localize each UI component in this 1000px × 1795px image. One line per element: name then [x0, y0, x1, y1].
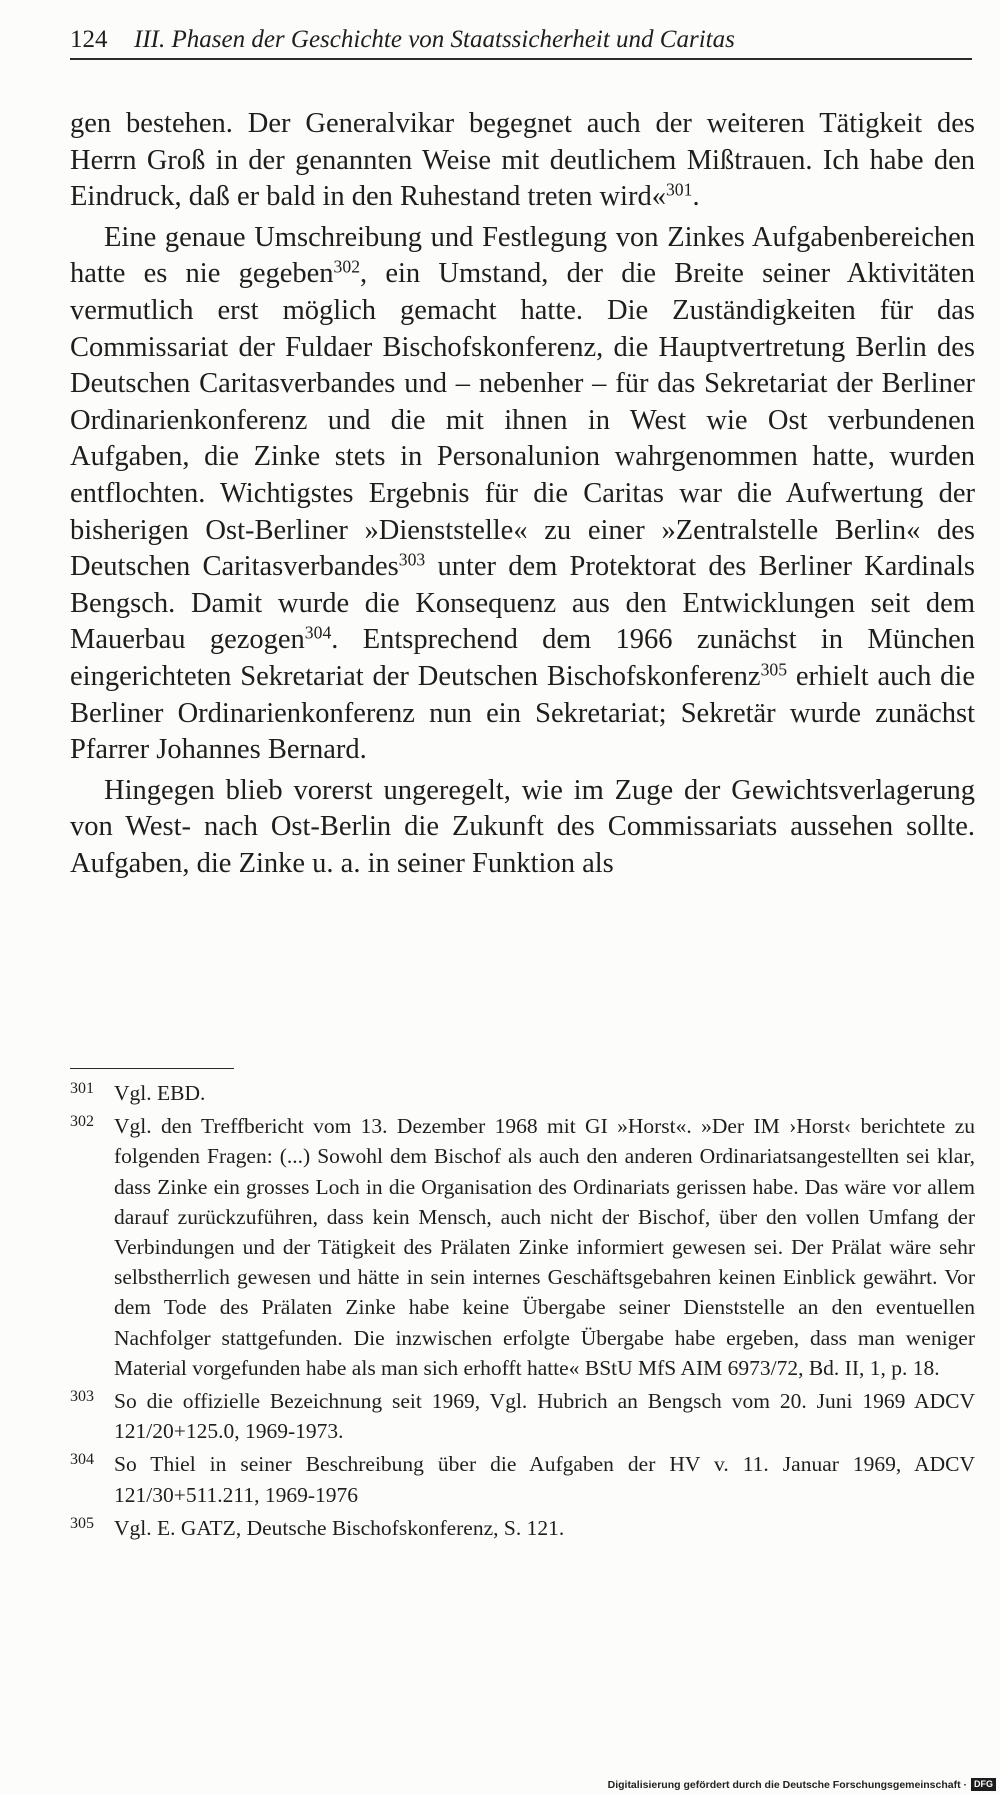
paragraph-1-end: . — [692, 181, 700, 213]
footnote-ref-303[interactable]: 303 — [398, 549, 426, 570]
footnote-303 — [70, 1386, 975, 1446]
footnote-number: 304 — [70, 1451, 94, 1469]
footnote-ref-304[interactable]: 304 — [304, 622, 332, 643]
dfg-logo: DFG — [971, 1778, 996, 1791]
paragraph-3-text: Hingegen blieb vorerst ungeregelt, wie im Zuge der Gewichtsverlagerung von West- nach Ost-Berlin die Zukunft des Commissariats aussehen sollte. Aufgaben, die Zinke u. a. in seiner Funktion als — [70, 774, 975, 879]
digitization-credit — [608, 1778, 996, 1791]
paragraph-3 — [70, 773, 975, 883]
footnote-ref-301[interactable]: 301 — [665, 179, 693, 200]
credit-text: Digitalisierung gefördert durch die Deutsche Forschungsgemeinschaft · — [607, 1778, 967, 1791]
footnote-text: Vgl. EBD. — [114, 1081, 206, 1105]
header-rule — [70, 58, 972, 60]
footnote-304 — [70, 1449, 975, 1509]
page-number: 124 — [70, 26, 108, 53]
paragraph-2-part-4: . Entsprechend dem 1966 zunächst in München eingerichteten Sekretariat der Deutschen Bischofskonferenz — [70, 624, 975, 692]
footnote-ref-305[interactable]: 305 — [760, 659, 788, 680]
footnotes — [70, 1075, 975, 1543]
paragraph-2-part-5: erhielt auch die Berliner Ordinarienkonferenz nun ein Sekretariat; Sekretär wurde zunächst Pfarrer Johannes Bernard. — [70, 660, 975, 766]
paragraph-2-part-2: , ein Umstand, der die Breite seiner Aktivitäten vermutlich erst möglich gemacht hatte. Die Zuständigkeiten für das Commissariat der Fuldaer Bischofskonferenz, die Hauptvertretung Berlin des Deutschen Caritasverbandes und – nebenher – für das Sekretariat der Berliner Ordinarienkonferenz und die mit ihnen in West wie Ost verbundenen Aufgaben, die Zinke stets in Personalunion wahrgenommen hatte, wurden entflochten. Wichtigstes Ergebnis für die Caritas war die Aufwertung der bisherigen Ost-Berliner »Dienststelle« zu einer »Zentralstelle Berlin« des Deutschen Caritasverbandes — [70, 258, 975, 583]
footnote-number: 301 — [70, 1080, 94, 1097]
body-text — [70, 106, 975, 882]
paragraph-2 — [70, 220, 975, 769]
page-header — [70, 22, 972, 58]
paragraph-1 — [70, 106, 975, 216]
footnote-text: Vgl. E. GATZ, Deutsche Bischofskonferenz, S. 121. — [114, 1515, 565, 1540]
footnote-ref-302[interactable]: 302 — [333, 256, 361, 277]
paragraph-2-part-3: unter dem Protektorat des Berliner Kardinals Bengsch. Damit wurde die Konsequenz aus den Entwicklungen seit dem Mauerbau gezogen — [70, 551, 975, 656]
paragraph-2-part-1: Eine genaue Umschreibung und Festlegung von Zinkes Aufgabenbereichen hatte es nie gegeben — [70, 221, 975, 290]
running-title: III. Phasen der Geschichte von Staatssicherheit und Caritas — [134, 26, 735, 53]
footnote-number: 303 — [70, 1388, 94, 1406]
footnote-separator — [70, 1068, 234, 1069]
footnote-301 — [70, 1078, 975, 1108]
footnote-text: So die offizielle Bezeichnung seit 1969, Vgl. Hubrich an Bengsch vom 20. Juni 1969 ADCV 121/20+125.0, 1969-1973. — [114, 1389, 975, 1444]
footnote-text: So Thiel in seiner Beschreibung über die Aufgaben der HV v. 11. Januar 1969, ADCV 121/30+511.211, 1969-1976 — [114, 1452, 975, 1507]
footnote-302 — [70, 1111, 975, 1383]
paragraph-1-text: gen bestehen. Der Generalvikar begegnet auch der weiteren Tätigkeit des Herrn Groß in der genannten Weise mit deutlichem Mißtrauen. Ich habe den Eindruck, daß er bald in den Ruhestand treten wird« — [70, 108, 975, 213]
footnote-number: 302 — [70, 1113, 94, 1131]
footnote-305 — [70, 1513, 975, 1543]
footnote-number: 305 — [70, 1514, 94, 1532]
footnote-text: Vgl. den Treffbericht vom 13. Dezember 1968 mit GI »Horst«. »Der IM ›Horst‹ berichtete zu folgenden Fragen: (...) Sowohl dem Bischof als auch den anderen Ordinariatsangestellten sei klar, dass Zinke ein grosses Loch in die Organisation des Ordinariats gerissen habe. Das wäre vor allem darauf zurückzuführen, dass kein Mensch, auch nicht der Bischof, über den vollen Umfang der Verbindungen und der Tätigkeit des Prälaten Zinke informiert gewesen sei. Der Prälat wäre sehr selbstherrlich gewesen und hätte in sein internes Geschäftsgebahren keinen Einblick gewährt. Vor dem Tode des Prälaten Zinke habe keine Übergabe seiner Dienststelle an den eventuellen Nachfolger stattgefunden. Die inzwischen erfolgte Übergabe habe ergeben, dass man weniger Material vorgefunden habe als man sich erhofft hatte« BStU MfS AIM 6973/72, Bd. II, 1, p. 18. — [114, 1114, 975, 1380]
